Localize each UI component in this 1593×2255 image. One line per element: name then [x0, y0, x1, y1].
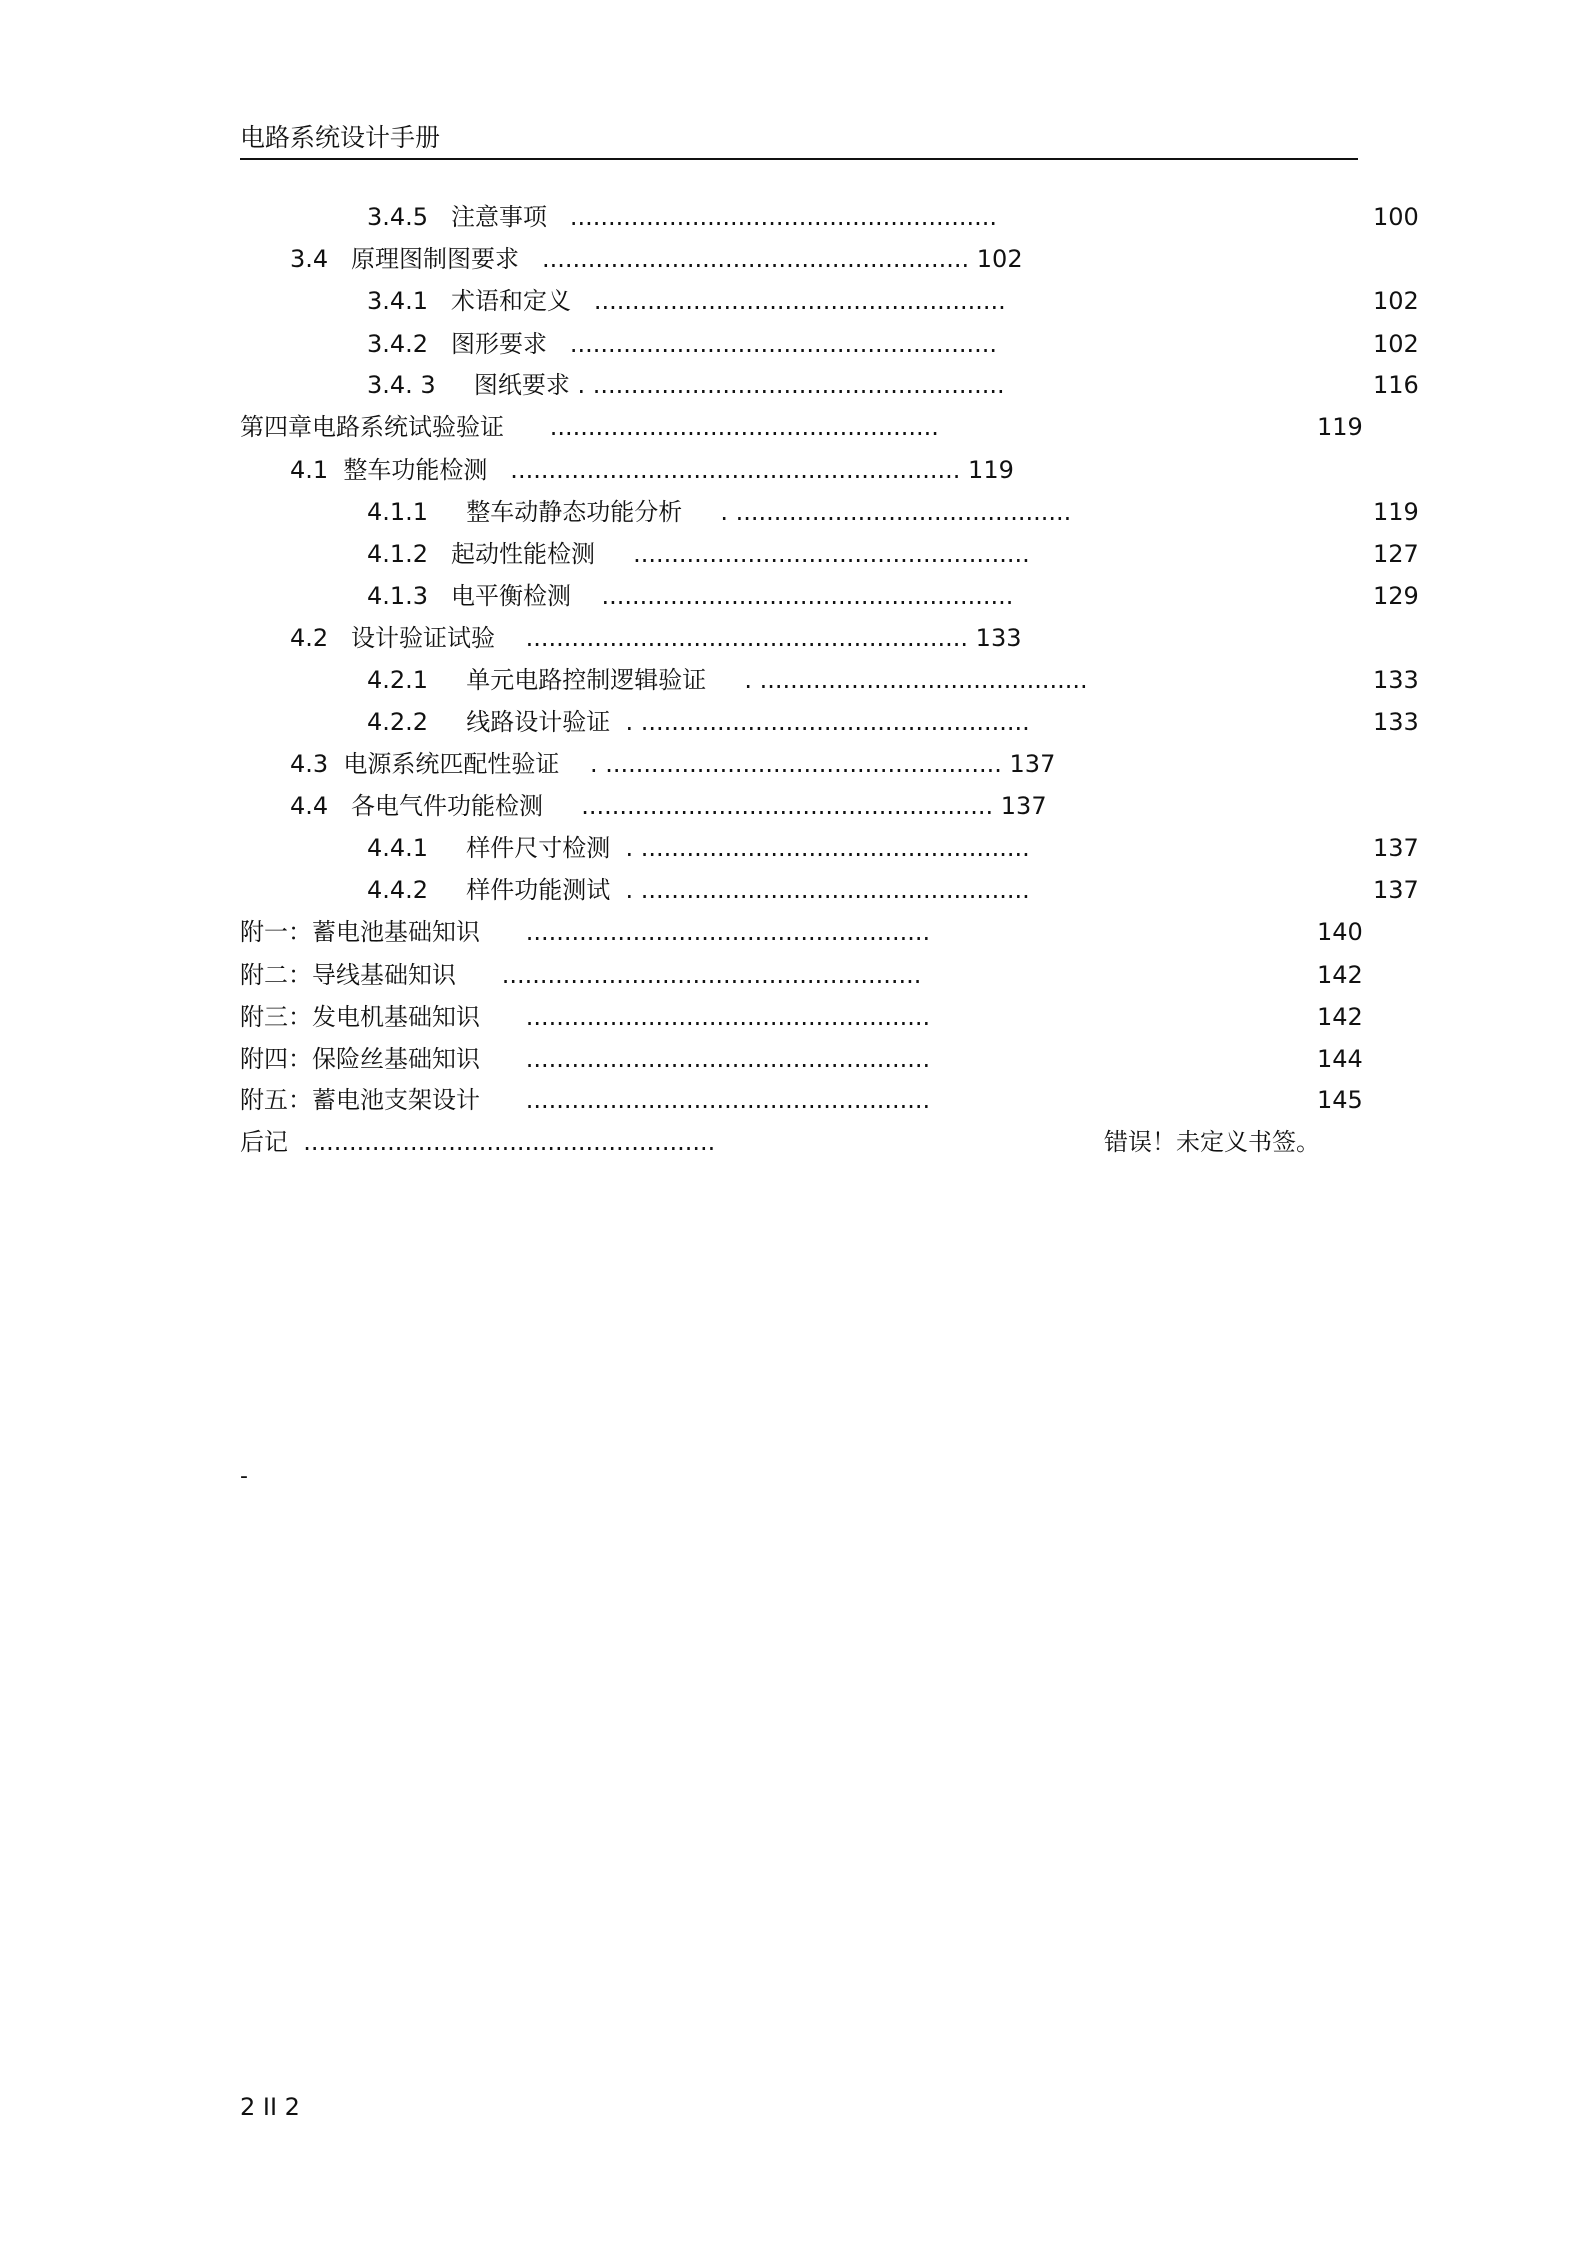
toc-entry-text[interactable]: 附五：蓄电池支架设计 ..................................................... [240, 1086, 931, 1114]
toc-entry-text[interactable]: 4.3 电源系统匹配性验证 . .................................................... 137 [290, 750, 1056, 778]
toc-entry-page: 144 [1317, 1045, 1363, 1073]
toc-entry-page: 102 [1373, 287, 1419, 315]
toc-entry-page: 119 [1317, 413, 1363, 441]
toc-entry-page: 127 [1373, 540, 1419, 568]
toc-entry-page: 116 [1373, 371, 1419, 399]
toc-entry-page: 133 [1373, 666, 1419, 694]
toc-entry-text[interactable]: 4.2.2 线路设计验证 . ................................................... [367, 708, 1030, 736]
toc-entry-text[interactable]: 附四：保险丝基础知识 ..................................................... [240, 1045, 931, 1073]
toc-entry-page: 119 [1373, 498, 1419, 526]
toc-entry-page: 102 [1373, 330, 1419, 358]
toc-entry-text[interactable]: 4.4.2 样件功能测试 . ................................................... [367, 876, 1030, 904]
toc-entry-text[interactable]: 3.4.5 注意事项 ........................................................ [367, 203, 998, 231]
toc-entry-page: 133 [1373, 708, 1419, 736]
toc-entry-text[interactable]: 3.4.2 图形要求 ........................................................ [367, 330, 998, 358]
toc-entry-text[interactable]: 4.1.2 起动性能检测 .................................................... [367, 540, 1030, 568]
toc-entry-text[interactable]: 3.4 原理图制图要求 ........................................................ 102 [290, 245, 1023, 273]
toc-entry-page: 137 [1373, 876, 1419, 904]
toc-entry-text[interactable]: 4.2 设计验证试验 .......................................................... 133 [290, 624, 1022, 652]
toc-entry-page: 145 [1317, 1086, 1363, 1114]
toc-entry-text[interactable]: 3.4. 3 图纸要求 . ...................................................... [367, 371, 1005, 399]
toc-entry-page: 137 [1373, 834, 1419, 862]
toc-entry-text[interactable]: 4.1.1 整车动静态功能分析 . ............................................ [367, 498, 1072, 526]
toc-entry-text[interactable]: 附二：导线基础知识 ....................................................... [240, 961, 922, 989]
footer-dash: - [240, 1464, 248, 1489]
toc-entry-page: 129 [1373, 582, 1419, 610]
toc-entry-page: 142 [1317, 961, 1363, 989]
toc-entry-text[interactable]: 4.1.3 电平衡检测 ...................................................... [367, 582, 1014, 610]
toc-entry-text[interactable]: 后记 ...................................................... [240, 1128, 716, 1156]
page-header-title: 电路系统设计手册 [240, 123, 441, 152]
toc-entry-text[interactable]: 3.4.1 术语和定义 ...................................................... [367, 287, 1006, 315]
toc-entry-page: 142 [1317, 1003, 1363, 1031]
toc-entry-text[interactable]: 4.4 各电气件功能检测 ...................................................... 137 [290, 792, 1047, 820]
footer-page-number: 2 II 2 [240, 2093, 300, 2121]
toc-entry-text[interactable]: 第四章电路系统试验验证 ................................................... [240, 413, 939, 441]
toc-entry-page: 140 [1317, 918, 1363, 946]
toc-entry-text[interactable]: 4.1 整车功能检测 ........................................................... 119 [290, 456, 1014, 484]
toc-entry-text[interactable]: 附一：蓄电池基础知识 ..................................................... [240, 918, 931, 946]
toc-entry-text[interactable]: 附三：发电机基础知识 ..................................................... [240, 1003, 931, 1031]
toc-entry-page: 100 [1373, 203, 1419, 231]
toc-entry-text[interactable]: 4.4.1 样件尺寸检测 . ................................................... [367, 834, 1030, 862]
toc-entry-text[interactable]: 4.2.1 单元电路控制逻辑验证 . ........................................... [367, 666, 1088, 694]
toc-entry-page: 错误！未定义书签。 [1104, 1128, 1320, 1156]
